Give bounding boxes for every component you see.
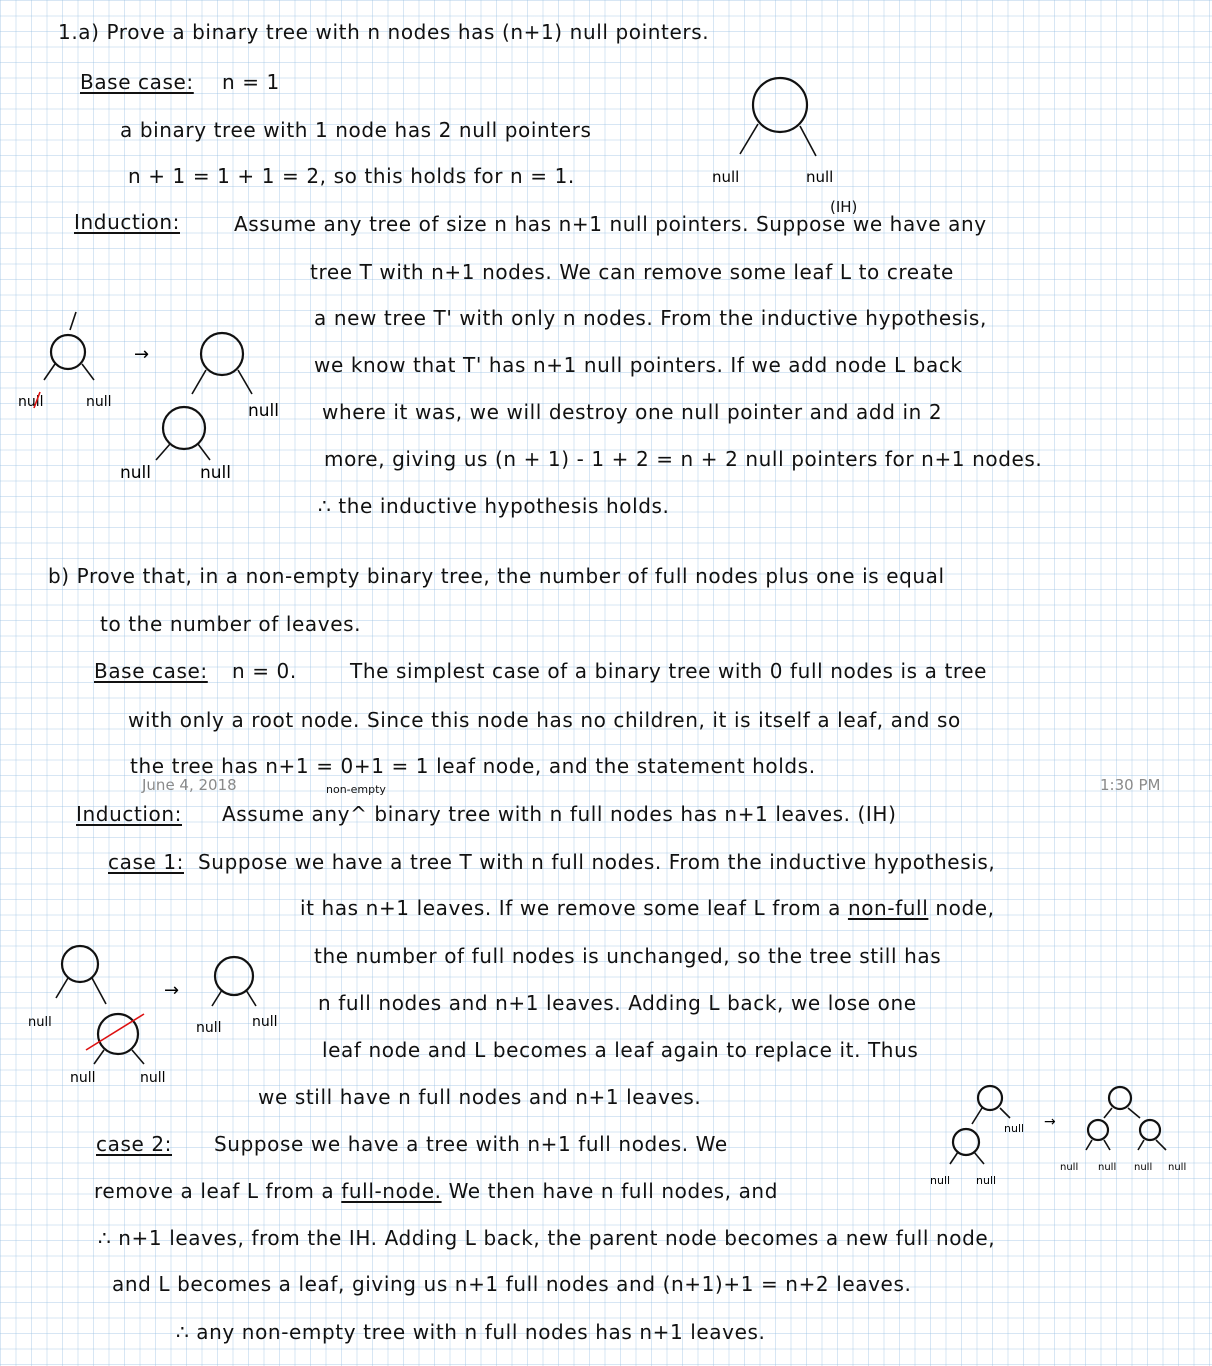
- case-2-line-2-pre: remove a leaf L from a: [94, 1179, 335, 1203]
- null-label: null: [140, 1070, 166, 1086]
- diagram-case-1: [28, 946, 278, 1086]
- case-1-line-4: n full nodes and n+1 leaves. Adding L back, we lose one: [318, 991, 917, 1015]
- diagram-induction-a: [18, 312, 279, 483]
- arrow-icon: →: [1044, 1114, 1056, 1130]
- part-a-ind-line-6: more, giving us (n + 1) - 1 + 2 = n + 2 null pointers for n+1 nodes.: [324, 447, 1043, 471]
- null-label: null: [248, 401, 279, 421]
- part-a-ind-line-5: where it was, we will destroy one null pointer and add in 2: [322, 400, 943, 424]
- null-label: null: [1098, 1162, 1117, 1173]
- edge: [82, 364, 94, 380]
- part-b-base-line-2: with only a root node. Since this node has no children, it is itself a leaf, and so: [128, 708, 961, 732]
- edge: [1104, 1140, 1110, 1150]
- edge: [56, 978, 68, 998]
- edge: [1156, 1140, 1166, 1150]
- part-b-title-line-2: to the number of leaves.: [100, 612, 362, 636]
- edge: [950, 1152, 958, 1164]
- null-label: null: [1168, 1162, 1187, 1173]
- part-b-induction-label: Induction:: [76, 802, 182, 826]
- part-a-ind-line-2: tree T with n+1 nodes. We can remove some leaf L to create: [310, 260, 954, 284]
- part-a-ind-line-7: ∴ the inductive hypothesis holds.: [318, 494, 670, 518]
- part-b-title-line-1: b) Prove that, in a non-empty binary tree, the number of full nodes plus one is equal: [48, 564, 945, 588]
- part-a-ind-line-4: we know that T' has n+1 null pointers. If we add node L back: [314, 353, 963, 377]
- case-1-label: case 1:: [108, 850, 184, 874]
- edge: [800, 126, 816, 156]
- arrow-icon: →: [134, 344, 150, 365]
- case-2-line-5: ∴ any non-empty tree with n full nodes has n+1 leaves.: [176, 1320, 766, 1344]
- edge: [70, 312, 76, 330]
- edge: [212, 990, 222, 1006]
- diagram-case-2: [930, 1086, 1186, 1187]
- edge: [92, 978, 106, 1004]
- diagram-single-node: [712, 78, 833, 186]
- part-a-ind-line-3: a new tree T' with only n nodes. From the inductive hypothesis,: [314, 306, 987, 330]
- part-a-title: 1.a) Prove a binary tree with n nodes has (n+1) null pointers.: [58, 20, 710, 44]
- tree-node: [98, 1014, 138, 1054]
- part-b-ind-line-1: Assume any^ binary tree with n full nodes has n+1 leaves. (IH): [222, 802, 897, 826]
- case-2-line-2-underlined: full-node.: [341, 1179, 442, 1203]
- tree-node: [753, 78, 807, 132]
- edge: [198, 444, 210, 460]
- part-a-base-eq: n = 1: [222, 70, 280, 94]
- case-1-line-2-pre: it has n+1 leaves. If we remove some leaf L from a: [300, 896, 841, 920]
- edge: [974, 1152, 984, 1164]
- edge: [44, 364, 55, 380]
- edge: [246, 990, 256, 1006]
- case-1-line-2-post: node,: [935, 896, 995, 920]
- part-b-base-label: Base case:: [94, 659, 208, 683]
- edge: [1138, 1140, 1144, 1150]
- case-2-label: case 2:: [96, 1132, 172, 1156]
- tree-node: [215, 957, 253, 995]
- part-b-base-line-1: The simplest case of a binary tree with 0 full nodes is a tree: [350, 659, 988, 683]
- part-a-ind-line-1: Assume any tree of size n has n+1 null pointers. Suppose we have any: [234, 212, 987, 236]
- null-label: null: [120, 463, 151, 483]
- null-label: null: [200, 463, 231, 483]
- edge: [1086, 1140, 1092, 1150]
- case-2-line-4: and L becomes a leaf, giving us n+1 full nodes and (n+1)+1 = n+2 leaves.: [112, 1272, 912, 1296]
- null-label: null: [252, 1014, 278, 1030]
- case-1-line-1: Suppose we have a tree T with n full nodes. From the inductive hypothesis,: [198, 850, 996, 874]
- tree-node: [163, 407, 205, 449]
- edge: [156, 444, 170, 460]
- part-b-base-eq: n = 0.: [232, 659, 297, 683]
- tree-node: [978, 1086, 1002, 1110]
- case-2-line-3: ∴ n+1 leaves, from the IH. Adding L back, the parent node becomes a new full node,: [98, 1226, 996, 1250]
- tree-node: [1109, 1087, 1131, 1109]
- null-label: null: [712, 168, 740, 186]
- edge: [1000, 1108, 1010, 1118]
- null-label: null: [28, 1015, 52, 1030]
- null-label: null: [1134, 1162, 1153, 1173]
- null-label: null: [196, 1020, 222, 1036]
- edge: [740, 124, 758, 154]
- null-label: null: [930, 1174, 951, 1187]
- edge: [132, 1050, 144, 1064]
- case-1-line-5: leaf node and L becomes a leaf again to replace it. Thus: [322, 1038, 919, 1062]
- tree-node: [201, 333, 243, 375]
- case-2-line-1: Suppose we have a tree with n+1 full nodes. We: [214, 1132, 728, 1156]
- case-1-line-6: we still have n full nodes and n+1 leaves.: [258, 1085, 702, 1109]
- arrow-icon: →: [164, 980, 180, 1001]
- tree-node: [62, 946, 98, 982]
- tree-node: [51, 335, 85, 369]
- timestamp-time: 1:30 PM: [1100, 776, 1161, 794]
- edge: [238, 370, 252, 394]
- part-a-base-line-1: a binary tree with 1 node has 2 null pointers: [120, 118, 592, 142]
- timestamp-date: June 4, 2018: [142, 776, 237, 794]
- null-label: null: [1004, 1122, 1025, 1135]
- tree-node: [1088, 1120, 1108, 1140]
- edge: [1104, 1108, 1112, 1118]
- part-b-insert-note: non-empty: [326, 783, 386, 796]
- case-1-line-2-underlined: non-full: [847, 896, 929, 920]
- part-a-induction-label: Induction:: [74, 210, 180, 234]
- null-label: null: [18, 394, 44, 410]
- null-label: null: [70, 1070, 96, 1086]
- part-a-base-line-2: n + 1 = 1 + 1 = 2, so this holds for n = 1.: [128, 164, 575, 188]
- part-a-ih-mark: (IH): [830, 198, 858, 216]
- edge: [1128, 1108, 1140, 1118]
- edge: [192, 370, 206, 394]
- tree-node: [1140, 1120, 1160, 1140]
- null-label: null: [806, 168, 834, 186]
- part-a-base-label: Base case:: [80, 70, 194, 94]
- tree-node: [953, 1129, 979, 1155]
- null-label: null: [86, 394, 112, 410]
- edge: [94, 1050, 104, 1064]
- case-1-line-3: the number of full nodes is unchanged, so the tree still has: [314, 944, 942, 968]
- null-label: null: [976, 1174, 997, 1187]
- null-label: null: [1060, 1162, 1079, 1173]
- case-2-line-2-post: We then have n full nodes, and: [448, 1179, 779, 1203]
- edge: [972, 1108, 982, 1124]
- part-b-base-line-3: the tree has n+1 = 0+1 = 1 leaf node, and the statement holds.: [130, 754, 816, 778]
